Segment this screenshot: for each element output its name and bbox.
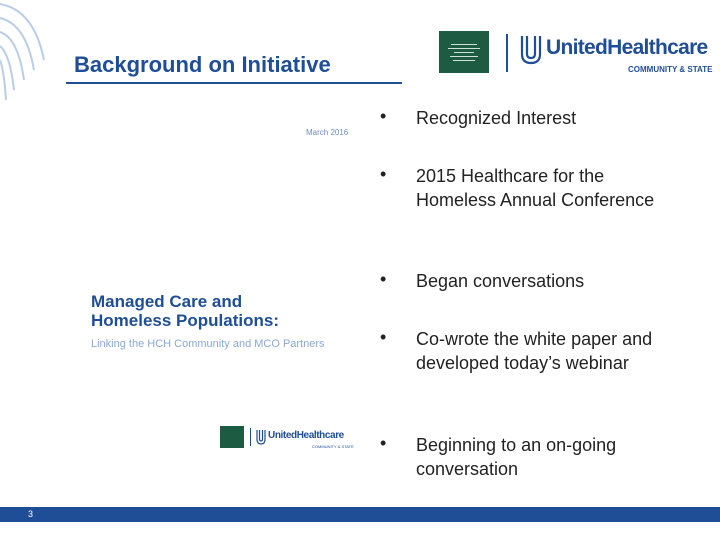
uhc-shield-icon bbox=[520, 34, 542, 66]
bullet-glyph: • bbox=[380, 106, 387, 126]
bullet-text: Recognized Interest bbox=[416, 108, 577, 128]
title-underline bbox=[66, 82, 402, 84]
uhc-logo-name: UnitedHealthcare bbox=[546, 36, 708, 59]
document-logo-divider bbox=[250, 428, 251, 446]
page-number: 3 bbox=[28, 509, 34, 519]
page-title: Background on Initiative bbox=[74, 52, 331, 77]
document-subtitle: Linking the HCH Community and MCO Partners bbox=[91, 338, 325, 350]
decorative-arcs bbox=[0, 0, 60, 120]
document-date: March 2016 bbox=[306, 128, 349, 137]
bullet-text: 2015 Healthcare for the Homeless Annual Conference bbox=[416, 166, 655, 210]
bullet-text: Co-wrote the white paper and developed today’s webinar bbox=[416, 329, 653, 373]
bullet-text: Beginning to an on-going conversation bbox=[416, 435, 617, 479]
bullet-text: Began conversations bbox=[416, 271, 585, 291]
uhc-logo-sub: COMMUNITY & STATE bbox=[628, 65, 713, 74]
document-title: Managed Care and Homeless Populations: bbox=[91, 292, 279, 330]
document-uhc-logo-sub: COMMUNITY & STATE bbox=[312, 444, 354, 449]
ncs-logo bbox=[439, 31, 489, 73]
document-ncs-logo bbox=[220, 426, 244, 448]
bullet-glyph: • bbox=[380, 269, 387, 289]
document-uhc-logo-name: UnitedHealthcare bbox=[268, 430, 344, 441]
bullet-glyph: • bbox=[380, 327, 387, 347]
logo-divider bbox=[506, 34, 508, 72]
document-uhc-shield-icon bbox=[256, 429, 266, 445]
bullet-glyph: • bbox=[380, 433, 387, 453]
bullet-glyph: • bbox=[380, 164, 387, 184]
footer-bar bbox=[0, 507, 720, 522]
